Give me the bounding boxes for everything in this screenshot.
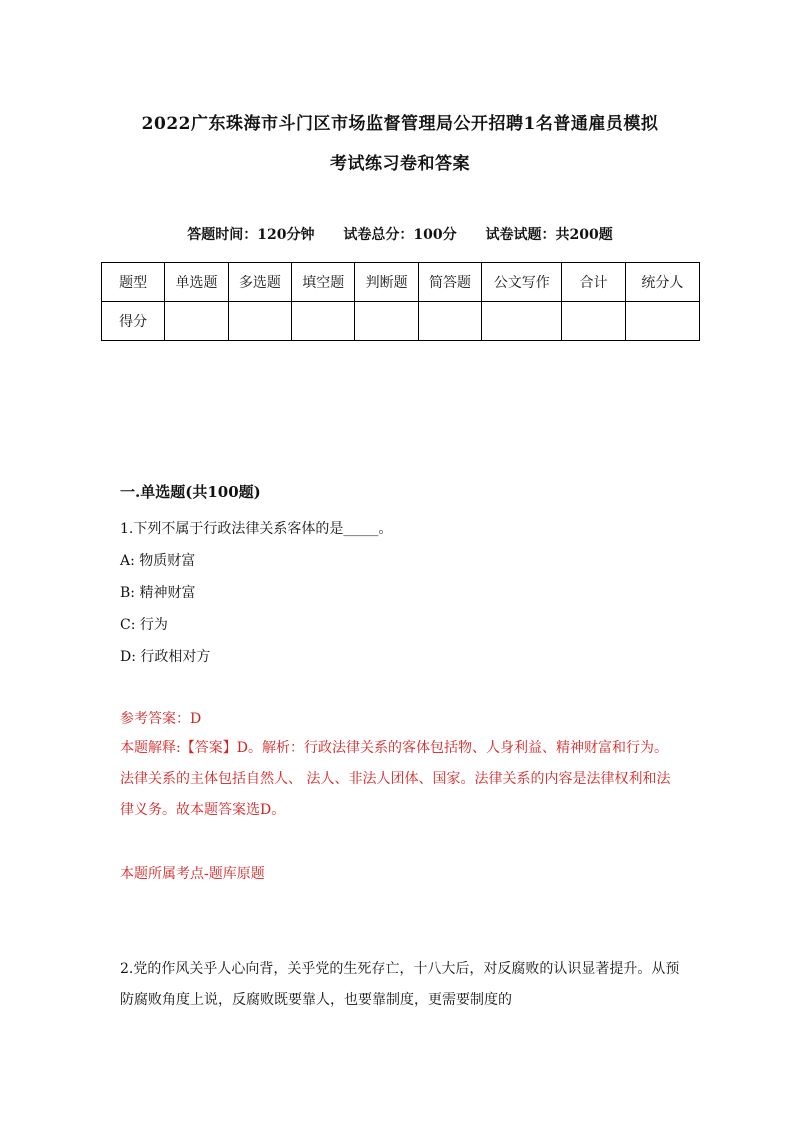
question-1-option-a: A: 物质财富	[120, 553, 196, 569]
document-title-line-2: 考试练习卷和答案	[330, 154, 470, 174]
exam-total-score: 试卷总分：100分	[343, 227, 457, 243]
header-cell: 单选题	[165, 263, 228, 302]
question-1-source: 本题所属考点-题库原题	[120, 866, 265, 882]
question-1-explanation: 本题解释:【答案】D。解析：行政法律关系的客体包括物、人身利益、精神财富和行为。法律关系的主体包括自然人、 法人、非法人团体、国家。法律关系的内容是法律权利和法律义务。故本题答案选D。	[120, 740, 671, 818]
score-table-header-row	[102, 263, 700, 302]
header-cell: 填空题	[292, 263, 355, 302]
section-title: 一.单选题(共100题)	[120, 483, 261, 501]
exam-meta	[0, 224, 800, 244]
score-cell	[165, 302, 228, 341]
question-2-stem: 2.党的作风关乎人心向背，关乎党的生死存亡，十八大后，对反腐败的认识显著提升。从预防腐败角度上说，反腐败既要靠人，也要靠制度，更需要制度的	[120, 961, 680, 1008]
exam-question-count: 试卷试题：共200题	[485, 227, 613, 243]
header-cell: 简答题	[418, 263, 481, 302]
score-cell	[418, 302, 481, 341]
score-cell	[292, 302, 355, 341]
score-cell	[562, 302, 625, 341]
question-1-option-b: B: 精神财富	[120, 585, 196, 601]
header-cell: 公文写作	[482, 263, 562, 302]
score-cell	[355, 302, 418, 341]
question-1-option-d: D: 行政相对方	[120, 649, 211, 665]
question-1-option-c: C: 行为	[120, 617, 168, 633]
score-cell	[228, 302, 291, 341]
header-cell: 判断题	[355, 263, 418, 302]
score-table	[101, 262, 700, 341]
question-1-stem: 1.下列不属于行政法律关系客体的是_____。	[120, 521, 393, 537]
header-cell: 题型	[102, 263, 165, 302]
question-1-answer: 参考答案：D	[120, 711, 202, 727]
document-title-line-1: 2022广东珠海市斗门区市场监督管理局公开招聘1名普通雇员模拟	[141, 114, 659, 134]
header-cell: 合计	[562, 263, 625, 302]
header-cell: 统分人	[625, 263, 699, 302]
score-cell	[625, 302, 699, 341]
score-cell	[482, 302, 562, 341]
header-cell: 多选题	[228, 263, 291, 302]
score-table-score-row	[102, 302, 700, 341]
exam-time: 答题时间：120分钟	[187, 227, 315, 243]
score-row-label: 得分	[102, 302, 165, 341]
